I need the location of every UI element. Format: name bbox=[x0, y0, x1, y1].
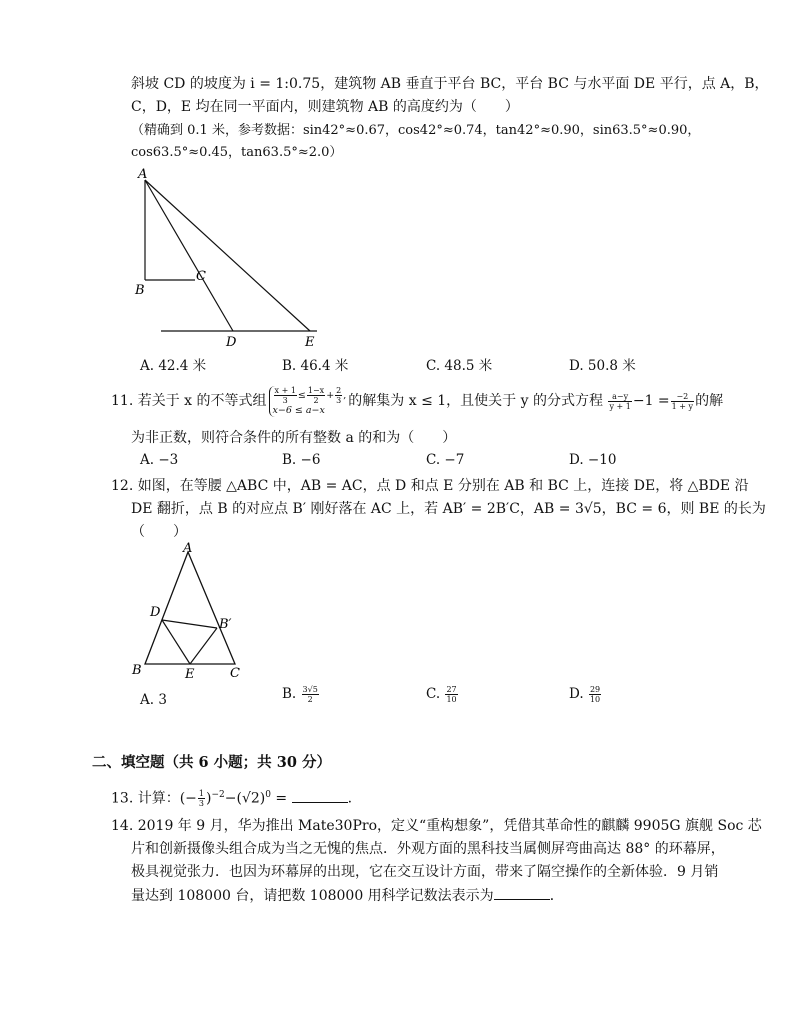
q13-expr-open: (− bbox=[179, 790, 197, 807]
q11-frac5-num: −2 bbox=[671, 392, 694, 402]
q11-option-c: C. −7 bbox=[426, 452, 465, 468]
q14-line3: 极具视觉张力．也因为环幕屏的出现，它在交互设计方面，带来了隔空操作的全新体验．9 月销 bbox=[131, 864, 719, 880]
q13-line bbox=[111, 781, 352, 813]
q10-option-d: D. 50.8 米 bbox=[569, 358, 636, 374]
q10-line2: C，D，E 均在同一平面内，则建筑物 AB 的高度约为（ ） bbox=[131, 99, 519, 115]
q11-frac1-num: x + 1 bbox=[274, 385, 296, 395]
q10-line3: （精确到 0.1 米，参考数据：sin42°≈0.67，cos42°≈0.74，tan42°≈0.90，sin63.5°≈0.90， bbox=[131, 123, 701, 138]
q12-option-c-num: 27 bbox=[446, 685, 457, 694]
q11-frac4-num: a−y bbox=[608, 392, 631, 402]
q11-line1 bbox=[111, 384, 723, 418]
q12-line1 bbox=[111, 476, 749, 496]
q12-option-b-prefix: B. bbox=[282, 686, 297, 702]
q11-inequality-system: $\frac{x + 1}{3}$ ≤ $\frac{1-x}{2}$ + $\frac{2}{3}$ , x−6 ≤ a−x bbox=[269, 386, 347, 417]
q12-figure bbox=[128, 540, 248, 682]
q12-line2: DE 翻折，点 B 的对应点 B′ 刚好落在 AC 上，若 AB′ = 2B′C，AB = 3√5，BC = 6，则 BE 的长为 bbox=[131, 501, 766, 517]
q10-figure bbox=[125, 162, 335, 352]
q13-end: . bbox=[347, 790, 353, 807]
q11-plus: + bbox=[326, 389, 335, 401]
q11-option-a: A. −3 bbox=[140, 452, 179, 468]
q12-option-b-num: 3√5 bbox=[302, 685, 318, 694]
q10-label-b: B bbox=[135, 283, 145, 298]
q13-expr-close: ) bbox=[206, 790, 212, 807]
q14-line1 bbox=[111, 816, 762, 836]
q12-label-e: E bbox=[185, 667, 195, 682]
q11-minus-one: −1 = bbox=[632, 393, 670, 409]
q11-frac2-den: 2 bbox=[313, 395, 319, 405]
q11-line2: 为非正数，则符合条件的所有整数 a 的和为（ ） bbox=[131, 430, 457, 446]
q13-exp2: 0 bbox=[265, 790, 271, 800]
q13-frac bbox=[198, 789, 205, 808]
q12-option-c-frac bbox=[445, 685, 457, 704]
q10-label-c: C bbox=[196, 269, 206, 284]
q11-option-b: B. −6 bbox=[282, 452, 321, 468]
q10-label-d: D bbox=[226, 335, 237, 350]
q11-frac-neg2 bbox=[671, 392, 694, 411]
q12-option-d bbox=[569, 685, 602, 704]
q12-label-b: B bbox=[132, 663, 142, 678]
q12-label-a: A bbox=[183, 541, 193, 556]
q11-frac5-den: 1 + y bbox=[671, 401, 694, 411]
q12-option-c-den: 10 bbox=[446, 695, 457, 704]
q13-answer-blank[interactable] bbox=[292, 788, 348, 803]
q13-exp1: −2 bbox=[211, 790, 225, 800]
q11-frac3-num: 2 bbox=[336, 385, 342, 395]
q14-line2: 片和创新摄像头组合成为当之无愧的焦点．外观方面的黑科技当属侧屏弯曲高达 88° 的环幕屏， bbox=[131, 841, 725, 857]
q14-text-4: 量达到 108000 台，请把数 108000 用科学记数法表示为 bbox=[131, 888, 494, 904]
q14-answer-blank[interactable] bbox=[494, 885, 550, 900]
q12-label-c: C bbox=[230, 666, 240, 681]
q12-option-a: A. 3 bbox=[140, 692, 167, 708]
q11-le: ≤ bbox=[297, 389, 306, 401]
q11-option-d: D. −10 bbox=[569, 452, 617, 468]
q13-eq: = bbox=[270, 790, 292, 807]
q10-line1: 斜坡 CD 的坡度为 i = 1:0.75，建筑物 AB 垂直于平台 BC，平台 BC 与水平面 DE 平行，点 A，B， bbox=[131, 76, 769, 92]
q11-frac2-num: 1−x bbox=[307, 385, 325, 395]
q13-mid: −(√2) bbox=[224, 790, 266, 807]
q12-text-1: 如图，在等腰 △ABC 中，AB = AC，点 D 和点 E 分别在 AB 和 BC 上，连接 DE，将 △BDE 沿 bbox=[137, 478, 749, 494]
q11-text-c: 的解 bbox=[695, 393, 724, 409]
section-title-fill-in: 二、填空题（共 6 小题；共 30 分） bbox=[92, 754, 331, 771]
q12-option-d-den: 10 bbox=[589, 695, 601, 704]
q12-line3: （ ） bbox=[131, 524, 187, 540]
q14-text-1: 2019 年 9 月，华为推出 Mate30Pro，定义“重构想象”，凭借其革命性的麒麟 9905G 旗舰 Soc 芯 bbox=[137, 818, 762, 834]
q10-line4: cos63.5°≈0.45，tan63.5°≈2.0） bbox=[131, 145, 343, 160]
q12-option-b-den: 2 bbox=[307, 695, 313, 704]
q11-number: 11. bbox=[111, 393, 134, 409]
q11-frac3-den: 3 bbox=[336, 395, 342, 405]
q11-frac1-den: 3 bbox=[282, 395, 288, 405]
q12-option-b bbox=[282, 685, 320, 704]
q11-frac-a-y bbox=[608, 392, 631, 411]
q12-number: 12. bbox=[111, 478, 134, 494]
q14-line4 bbox=[131, 885, 564, 906]
q11-text-b: 的解集为 x ≤ 1，且使关于 y 的分式方程 bbox=[348, 393, 603, 409]
q10-option-a: A. 42.4 米 bbox=[140, 358, 207, 374]
q11-frac4-den: y + 1 bbox=[609, 401, 631, 411]
q11-sys-line2: x−6 ≤ a−x bbox=[272, 404, 325, 416]
q10-option-c: C. 48.5 米 bbox=[426, 358, 493, 374]
q14-number: 14. bbox=[111, 818, 134, 834]
q10-label-a: A bbox=[138, 167, 148, 182]
q12-label-bprime: B′ bbox=[219, 617, 232, 632]
q13-text: 计算： bbox=[137, 790, 180, 807]
q13-frac-num: 1 bbox=[198, 789, 205, 799]
q12-option-d-frac bbox=[589, 685, 601, 704]
q12-option-d-num: 29 bbox=[589, 685, 601, 694]
q13-number: 13. bbox=[111, 790, 134, 807]
q12-option-b-frac bbox=[302, 685, 319, 704]
q14-end: ． bbox=[549, 888, 564, 904]
q12-option-c-prefix: C. bbox=[426, 686, 441, 702]
q12-option-c bbox=[426, 685, 459, 704]
q11-text-a: 若关于 x 的不等式组 bbox=[137, 393, 267, 409]
q13-frac-den: 3 bbox=[198, 799, 205, 809]
q12-option-d-prefix: D. bbox=[569, 686, 584, 702]
q12-label-d: D bbox=[150, 605, 161, 620]
q10-label-e: E bbox=[305, 335, 315, 350]
q10-option-b: B. 46.4 米 bbox=[282, 358, 349, 374]
